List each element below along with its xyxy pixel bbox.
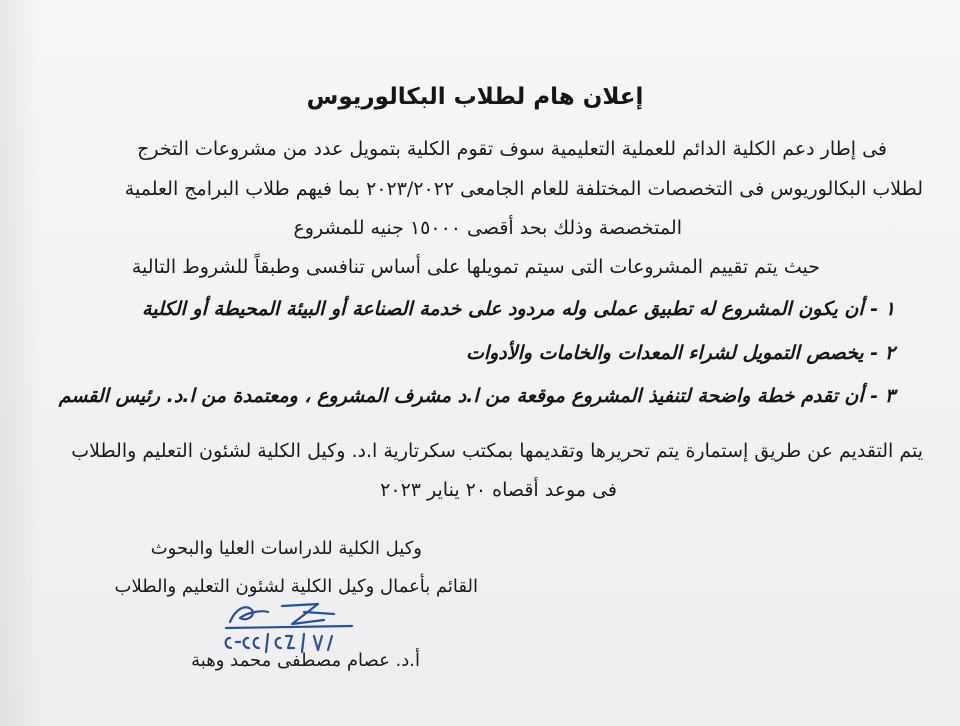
signatory-role-2: القائم بأعمال وكيل الكلية لشئون التعليم والطلاب	[114, 576, 478, 597]
handwritten-signature-icon	[222, 598, 372, 658]
intro-line-3: المتخصصة وذلك بحد أقصى ١٥٠٠٠ جنيه للمشروع	[293, 217, 682, 239]
application-line-1: يتم التقديم عن طريق إستمارة يتم تحريرها وتقديمها بمكتب سكرتارية ا.د. وكيل الكلية لشئون التعليم والطلاب	[71, 440, 923, 462]
condition-1: ١ - أن يكون المشروع له تطبيق عملى وله مردود على خدمة الصناعة أو البيئة المحيطة أو الكلية	[142, 298, 895, 320]
condition-3: ٣ - أن تقدم خطة واضحة لتنفيذ المشروع موقعة من ا.د مشرف المشروع ، ومعتمدة من ا.د. رئيس القسم	[58, 385, 895, 407]
application-deadline: فى موعد أقصاه ٢٠ يناير ٢٠٢٣	[380, 479, 617, 501]
criteria-intro: حيث يتم تقييم المشروعات التى سيتم تمويلها على أساس تنافسى وطبقاً للشروط التالية	[131, 256, 820, 278]
signatory-name: أ.د. عصام مصطفى محمد وهبة	[191, 650, 420, 671]
intro-line-1: فى إطار دعم الكلية الدائم للعملية التعليمية سوف تقوم الكلية بتمويل عدد من مشروعات التخرج	[137, 138, 887, 160]
intro-line-2: لطلاب البكالوريوس فى التخصصات المختلفة للعام الجامعى ٢٠٢٣/٢٠٢٢ بما فيهم طلاب البرامج العلمية	[124, 178, 923, 200]
announcement-title: إعلان هام لطلاب البكالوريوس	[306, 84, 644, 110]
signatory-role-1: وكيل الكلية للدراسات العليا والبحوث	[150, 538, 422, 559]
condition-2: ٢ - يخصص التمويل لشراء المعدات والخامات والأدوات	[465, 342, 895, 364]
